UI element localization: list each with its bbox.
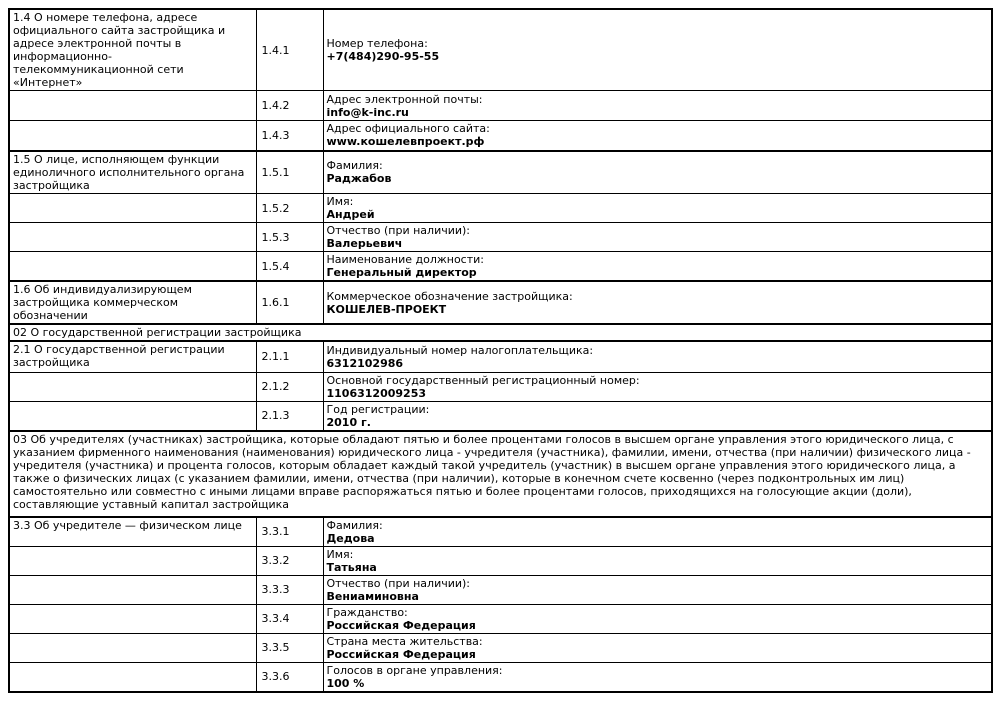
field-value: 2010 г. <box>326 415 371 429</box>
field-value: www.кошелевпроект.рф <box>326 135 485 149</box>
field-label: Год регистрации: <box>326 402 430 416</box>
table-row <box>9 633 992 662</box>
field-cell <box>323 121 992 151</box>
field-label: Гражданство: <box>326 605 408 619</box>
section-desc-cell-empty <box>9 575 256 604</box>
section-desc-cell: 1.5 О лице, исполняющем функции единоличного исполнительного органа застройщика <box>9 151 256 194</box>
row-number-cell: 2.1.1 <box>256 341 323 372</box>
table-row <box>9 604 992 633</box>
field-label: Имя: <box>326 195 354 208</box>
field-value: info@k-inc.ru <box>326 105 409 119</box>
section-desc-cell-empty <box>9 604 256 633</box>
section-desc-cell-empty <box>9 252 256 282</box>
table-row <box>9 194 992 223</box>
section-desc-cell-empty <box>9 372 256 401</box>
field-value: Татьяна <box>326 560 377 574</box>
row-number-cell: 1.5.2 <box>256 194 323 223</box>
row-number-cell: 1.4.1 <box>256 9 323 91</box>
field-label: Коммерческое обозначение застройщика: <box>326 289 573 303</box>
table-row <box>9 151 992 194</box>
field-cell <box>323 372 992 401</box>
field-cell <box>323 341 992 372</box>
table-row <box>9 575 992 604</box>
section-desc-cell: 1.4 О номере телефона, адресе официального сайта застройщика и адресе электронной почты в информационно-телекоммуникационной сети «Интернет» <box>9 9 256 91</box>
field-cell <box>323 401 992 431</box>
table-row <box>9 517 992 547</box>
section-desc-cell-empty <box>9 546 256 575</box>
row-number-cell: 3.3.5 <box>256 633 323 662</box>
row-number-cell: 1.5.4 <box>256 252 323 282</box>
field-label: Имя: <box>326 547 354 561</box>
section-header-row <box>9 324 992 341</box>
table-row <box>9 372 992 401</box>
field-value: Российская Федерация <box>326 618 476 632</box>
section-desc-cell: 1.6 Об индивидуализирующем застройщика коммерческом обозначении <box>9 281 256 324</box>
row-number-cell: 1.5.3 <box>256 223 323 252</box>
field-label: Страна места жительства: <box>326 634 483 648</box>
field-cell <box>323 91 992 121</box>
field-value: Генеральный директор <box>326 266 477 279</box>
field-cell <box>323 281 992 324</box>
row-number-cell: 2.1.2 <box>256 372 323 401</box>
field-cell <box>323 223 992 252</box>
field-value: Раджабов <box>326 172 392 186</box>
section-header-text: 02 О государственной регистрации застройщика <box>9 324 992 341</box>
field-value: +7(484)290-95-55 <box>326 50 440 63</box>
row-number-cell: 3.3.1 <box>256 517 323 547</box>
field-cell <box>323 194 992 223</box>
field-value: Андрей <box>326 208 375 221</box>
field-label: Основной государственный регистрационный номер: <box>326 373 640 387</box>
section-desc-cell-empty <box>9 121 256 151</box>
section-header-text: 03 Об учредителях (участниках) застройщика, которые обладают пятью и более процентами голосов в высшем органе управления этого юридического лица, с указанием фирменного наименования (наименования) юридического лица - учредителя (участника), фамилии, имени, отчества (при наличии) физического лица - учредителя (участника) и процента голосов, которым обладает каждый такой учредитель (участник) в высшем органе управления этого юридического лица, а также о физических лицах (с указанием фамилии, имени, отчества (при наличии), которые в конечном счете косвенно (через подконтрольных им лиц) самостоятельно или совместно с иными лицами вправе распоряжаться пятью и более процентами голосов, приходящихся на голосующие акции (доли), составляющие уставный капитал застройщика <box>9 431 992 517</box>
section-desc-cell-empty <box>9 194 256 223</box>
field-value: 1106312009253 <box>326 386 426 400</box>
section-desc-cell-empty <box>9 91 256 121</box>
section-desc-cell-empty <box>9 633 256 662</box>
row-number-cell: 2.1.3 <box>256 401 323 431</box>
section-desc-cell-empty <box>9 401 256 431</box>
table-row <box>9 401 992 431</box>
field-value: 6312102986 <box>326 356 404 370</box>
row-number-cell: 1.5.1 <box>256 151 323 194</box>
table-row <box>9 252 992 282</box>
table-row <box>9 662 992 692</box>
field-label: Номер телефона: <box>326 37 428 50</box>
row-number-cell: 3.3.2 <box>256 546 323 575</box>
section-desc-cell: 3.3 Об учредителе — физическом лице <box>9 517 256 547</box>
field-cell <box>323 662 992 692</box>
field-cell <box>323 9 992 91</box>
field-label: Адрес электронной почты: <box>326 92 483 106</box>
table-row <box>9 341 992 372</box>
field-value: КОШЕЛЕВ-ПРОЕКТ <box>326 302 447 316</box>
field-cell <box>323 575 992 604</box>
field-value: Валерьевич <box>326 237 403 250</box>
field-cell <box>323 546 992 575</box>
field-value: 100 % <box>326 676 365 690</box>
field-label: Индивидуальный номер налогоплательщика: <box>326 343 594 357</box>
field-label: Фамилия: <box>326 518 383 532</box>
field-label: Наименование должности: <box>326 253 484 266</box>
row-number-cell: 1.6.1 <box>256 281 323 324</box>
table-row <box>9 121 992 151</box>
field-cell <box>323 604 992 633</box>
table-row <box>9 546 992 575</box>
row-number-cell: 3.3.4 <box>256 604 323 633</box>
section-desc-cell-empty <box>9 223 256 252</box>
table-row <box>9 281 992 324</box>
section-desc-cell-empty <box>9 662 256 692</box>
field-label: Фамилия: <box>326 159 383 173</box>
section-desc-cell: 2.1 О государственной регистрации застройщика <box>9 341 256 372</box>
field-label: Отчество (при наличии): <box>326 576 471 590</box>
field-label: Отчество (при наличии): <box>326 224 471 237</box>
field-value: Вениаминовна <box>326 589 419 603</box>
table-row <box>9 223 992 252</box>
row-number-cell: 3.3.3 <box>256 575 323 604</box>
field-label: Голосов в органе управления: <box>326 663 503 677</box>
table-row <box>9 91 992 121</box>
section-header-row <box>9 431 992 517</box>
table-row <box>9 9 992 91</box>
field-value: Дедова <box>326 531 375 545</box>
field-value: Российская Федерация <box>326 647 476 661</box>
field-cell <box>323 633 992 662</box>
row-number-cell: 3.3.6 <box>256 662 323 692</box>
row-number-cell: 1.4.3 <box>256 121 323 151</box>
disclosure-table <box>8 8 993 693</box>
field-cell <box>323 517 992 547</box>
field-cell <box>323 252 992 282</box>
row-number-cell: 1.4.2 <box>256 91 323 121</box>
field-label: Адрес официального сайта: <box>326 122 490 136</box>
field-cell <box>323 151 992 194</box>
